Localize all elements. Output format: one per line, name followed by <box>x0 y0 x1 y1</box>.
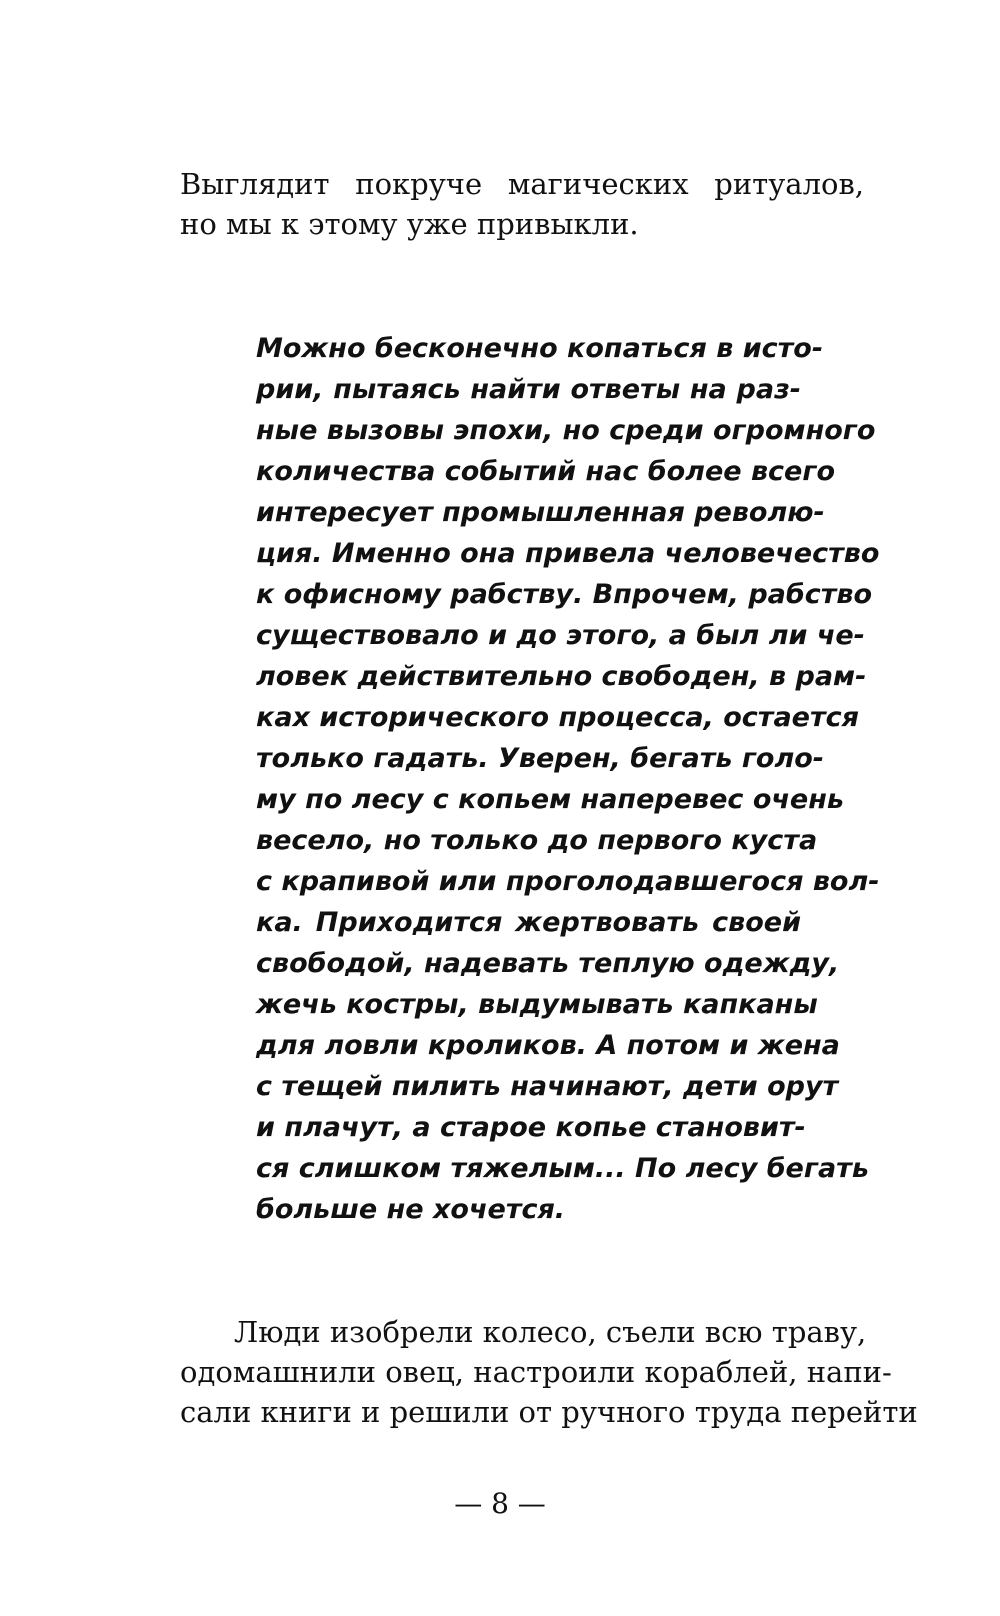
quote-line: ные вызовы эпохи, но среди огромного <box>256 415 876 446</box>
quote-line: к офисному рабству. Впрочем, рабство <box>256 579 873 610</box>
body-line-1: Люди изобрели колесо, съели всю траву, <box>234 1315 867 1349</box>
quote-line: ках исторического процесса, остается <box>256 702 859 733</box>
intro-line-1: Выглядит покруче магических ритуалов, <box>180 167 864 201</box>
quote-line: существовало и до этого, а был ли че- <box>256 620 865 651</box>
quote-line: ция. Именно она привела человечество <box>256 538 880 569</box>
quote-line: больше не хочется. <box>256 1194 566 1225</box>
quote-line: и плачут, а старое копье становит- <box>256 1112 806 1143</box>
quote-line: с тещей пилить начинают, дети орут <box>256 1071 839 1102</box>
quote-line: Можно бесконечно копаться в исто- <box>256 333 824 364</box>
quote-line: свободой, надевать теплую одежду, <box>256 948 840 979</box>
quote-line: с крапивой или проголодавшегося вол- <box>256 866 880 897</box>
quote-line: рии, пытаясь найти ответы на раз- <box>256 374 801 405</box>
quote-line: количества событий нас более всего <box>256 456 836 487</box>
body-line-3: сали книги и решили от ручного труда перейти <box>180 1395 918 1429</box>
body-line-2: одомашнили овец, настроили кораблей, напи- <box>180 1355 892 1389</box>
quote-line: ся слишком тяжелым... По лесу бегать <box>256 1153 869 1184</box>
quote-line: интересует промышленная револю- <box>256 497 825 528</box>
quote-line: весело, но только до первого куста <box>256 825 818 856</box>
quote-line: ка. Приходится жертвовать своей <box>256 907 801 938</box>
intro-line-2: но мы к этому уже привыкли. <box>180 207 639 241</box>
quote-line: жечь костры, выдумывать капканы <box>256 989 818 1020</box>
quote-line: для ловли кроликов. А потом и жена <box>256 1030 840 1061</box>
quote-line: ловек действительно свободен, в рам- <box>256 661 867 692</box>
page-number: — 8 — <box>454 1487 546 1520</box>
quote-line: му по лесу с копьем наперевес очень <box>256 784 844 815</box>
quote-line: только гадать. Уверен, бегать голо- <box>256 743 825 774</box>
